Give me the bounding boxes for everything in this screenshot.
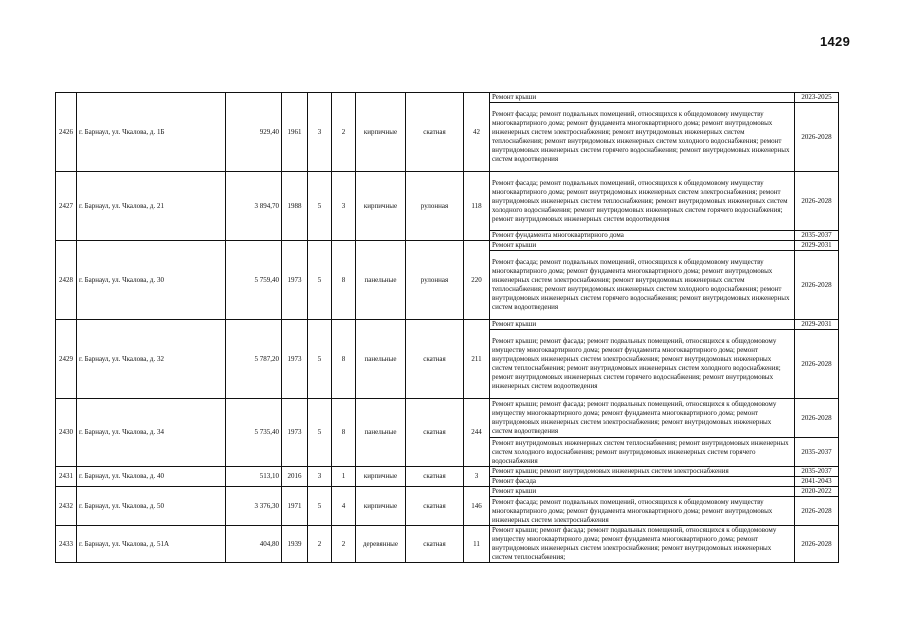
work-period: 2029-2031 [795, 241, 839, 251]
row-number: 2431 [56, 467, 77, 487]
apartments-cell: 244 [464, 399, 490, 467]
roof-type-cell: скатная [406, 320, 464, 399]
address-cell: г. Барнаул, ул. Чкалова, д. 1Б [77, 93, 226, 172]
year-built-cell: 1973 [282, 241, 308, 320]
year-built-cell: 1973 [282, 320, 308, 399]
year-built-cell: 1939 [282, 526, 308, 563]
row-number: 2432 [56, 487, 77, 526]
row-number: 2428 [56, 241, 77, 320]
wall-material-cell: деревянные [356, 526, 406, 563]
address-cell: г. Барнаул, ул. Чкалова, д. 51А [77, 526, 226, 563]
wall-material-cell: панельные [356, 399, 406, 467]
row-number: 2429 [56, 320, 77, 399]
work-period: 2035-2037 [795, 231, 839, 241]
work-period: 2026-2028 [795, 399, 839, 438]
apartments-cell: 146 [464, 487, 490, 526]
work-period: 2041-2043 [795, 477, 839, 487]
area-cell: 3 894,70 [226, 172, 282, 241]
work-period: 2026-2028 [795, 251, 839, 320]
table-row [56, 320, 839, 330]
work-description: Ремонт крыши [490, 320, 795, 330]
work-description: Ремонт фасада; ремонт подвальных помещений, относящихся к общедомовому имуществу многоквартирного дома; ремонт фундамента многоквартирного дома; ремонт внутридомовых инженерных систем электроснабжения; ремонт внутридомовых инженерных систем теплоснабжения; ремонт внутридомовых инженерных систем холодного водоснабжения; ремонт внутридомовых инженерных систем горячего водоснабжения; ремонт внутридомовых инженерных систем водоотведения [490, 251, 795, 320]
table-row [56, 467, 839, 477]
housing-register-table [55, 92, 839, 563]
year-built-cell: 1961 [282, 93, 308, 172]
roof-type-cell: скатная [406, 487, 464, 526]
apartments-cell: 118 [464, 172, 490, 241]
floors-cell: 3 [308, 467, 332, 487]
row-number: 2433 [56, 526, 77, 563]
area-cell: 404,80 [226, 526, 282, 563]
work-period: 2026-2028 [795, 172, 839, 231]
work-period: 2026-2028 [795, 330, 839, 399]
work-period: 2026-2028 [795, 103, 839, 172]
area-cell: 513,10 [226, 467, 282, 487]
address-cell: г. Барнаул, ул. Чкалова, д. 50 [77, 487, 226, 526]
work-description: Ремонт фасада; ремонт подвальных помещений, относящихся к общедомовому имуществу многоквартирного дома; ремонт внутридомовых инженерных систем электроснабжения; ремонт внутридомовых инженерных систем теплоснабжения; ремонт внутридомовых инженерных систем холодного водоснабжения; ремонт внутридомовых инженерных систем горячего водоснабжения; ремонт внутридомовых инженерных систем водоотведения [490, 172, 795, 231]
table-row [56, 487, 839, 497]
entrances-cell: 2 [332, 526, 356, 563]
row-number: 2430 [56, 399, 77, 467]
address-cell: г. Барнаул, ул. Чкалова, д. 34 [77, 399, 226, 467]
entrances-cell: 4 [332, 487, 356, 526]
roof-type-cell: рулонная [406, 241, 464, 320]
work-description: Ремонт фасада [490, 477, 795, 487]
work-description: Ремонт крыши [490, 93, 795, 103]
year-built-cell: 1988 [282, 172, 308, 241]
work-period: 2026-2028 [795, 526, 839, 563]
table-row [56, 172, 839, 231]
work-description: Ремонт фасада; ремонт подвальных помещений, относящихся к общедомовому имуществу многоквартирного дома; ремонт фундамента многоквартирного дома; ремонт внутридомовых инженерных систем электроснабжения [490, 497, 795, 526]
wall-material-cell: кирпичные [356, 93, 406, 172]
entrances-cell: 8 [332, 241, 356, 320]
work-description: Ремонт фасада; ремонт подвальных помещений, относящихся к общедомовому имуществу многоквартирного дома; ремонт фундамента многоквартирного дома; ремонт внутридомовых инженерных систем электроснабжения; ремонт внутридомовых инженерных систем теплоснабжения; ремонт внутридомовых инженерных систем холодного водоснабжения; ремонт внутридомовых инженерных систем горячего водоснабжения; ремонт внутридомовых инженерных систем водоотведения [490, 103, 795, 172]
floors-cell: 5 [308, 241, 332, 320]
address-cell: г. Барнаул, ул. Чкалова, д. 40 [77, 467, 226, 487]
table-row [56, 526, 839, 563]
wall-material-cell: кирпичные [356, 487, 406, 526]
roof-type-cell: скатная [406, 93, 464, 172]
area-cell: 3 376,30 [226, 487, 282, 526]
entrances-cell: 1 [332, 467, 356, 487]
area-cell: 929,40 [226, 93, 282, 172]
floors-cell: 5 [308, 172, 332, 241]
row-number: 2426 [56, 93, 77, 172]
address-cell: г. Барнаул, ул. Чкалова, д. 30 [77, 241, 226, 320]
address-cell: г. Барнаул, ул. Чкалова, д. 21 [77, 172, 226, 241]
work-description: Ремонт крыши; ремонт фасада; ремонт подвальных помещений, относящихся к общедомовому имуществу многоквартирного дома; ремонт фундамента многоквартирного дома; ремонт внутридомовых инженерных систем электроснабжения; ремонт внутридомовых инженерных систем водоотведения [490, 399, 795, 438]
year-built-cell: 2016 [282, 467, 308, 487]
apartments-cell: 211 [464, 320, 490, 399]
floors-cell: 5 [308, 320, 332, 399]
floors-cell: 5 [308, 399, 332, 467]
area-cell: 5 735,40 [226, 399, 282, 467]
work-description: Ремонт крыши; ремонт фасада; ремонт подвальных помещений, относящихся к общедомовому имуществу многоквартирного дома; ремонт фундамента многоквартирного дома; ремонт внутридомовых инженерных систем электроснабжения; ремонт внутридомовых инженерных систем теплоснабжения; ремонт внутридомовых инженерных систем холодного водоснабжения; ремонт внутридомовых инженерных систем горячего водоснабжения; ремонт внутридомовых инженерных систем водоотведения [490, 330, 795, 399]
apartments-cell: 42 [464, 93, 490, 172]
entrances-cell: 2 [332, 93, 356, 172]
apartments-cell: 11 [464, 526, 490, 563]
table-row [56, 241, 839, 251]
table-row [56, 93, 839, 103]
year-built-cell: 1973 [282, 399, 308, 467]
roof-type-cell: скатная [406, 526, 464, 563]
roof-type-cell: рулонная [406, 172, 464, 241]
entrances-cell: 8 [332, 399, 356, 467]
year-built-cell: 1971 [282, 487, 308, 526]
wall-material-cell: кирпичные [356, 172, 406, 241]
work-period: 2035-2037 [795, 438, 839, 467]
floors-cell: 2 [308, 526, 332, 563]
area-cell: 5 787,20 [226, 320, 282, 399]
work-period: 2035-2037 [795, 467, 839, 477]
roof-type-cell: скатная [406, 467, 464, 487]
apartments-cell: 220 [464, 241, 490, 320]
apartments-cell: 3 [464, 467, 490, 487]
page-number: 1429 [820, 34, 851, 49]
table-row [56, 399, 839, 438]
work-description: Ремонт крыши [490, 487, 795, 497]
entrances-cell: 8 [332, 320, 356, 399]
work-description: Ремонт внутридомовых инженерных систем теплоснабжения; ремонт внутридомовых инженерных систем холодного водоснабжения; ремонт внутридомовых инженерных систем горячего водоснабжения [490, 438, 795, 467]
work-description: Ремонт крыши [490, 241, 795, 251]
wall-material-cell: кирпичные [356, 467, 406, 487]
roof-type-cell: скатная [406, 399, 464, 467]
work-period: 2020-2022 [795, 487, 839, 497]
work-description: Ремонт крыши; ремонт внутридомовых инженерных систем электроснабжения [490, 467, 795, 477]
work-period: 2029-2031 [795, 320, 839, 330]
area-cell: 5 759,40 [226, 241, 282, 320]
entrances-cell: 3 [332, 172, 356, 241]
work-description: Ремонт крыши; ремонт фасада; ремонт подвальных помещений, относящихся к общедомовому имуществу многоквартирного дома; ремонт фундамента многоквартирного дома; ремонт внутридомовых инженерных систем электроснабжения; ремонт внутридомовых инженерных систем теплоснабжения; [490, 526, 795, 563]
address-cell: г. Барнаул, ул. Чкалова, д. 32 [77, 320, 226, 399]
work-period: 2023-2025 [795, 93, 839, 103]
floors-cell: 5 [308, 487, 332, 526]
wall-material-cell: панельные [356, 320, 406, 399]
row-number: 2427 [56, 172, 77, 241]
work-description: Ремонт фундамента многоквартирного дома [490, 231, 795, 241]
wall-material-cell: панельные [356, 241, 406, 320]
floors-cell: 3 [308, 93, 332, 172]
work-period: 2026-2028 [795, 497, 839, 526]
